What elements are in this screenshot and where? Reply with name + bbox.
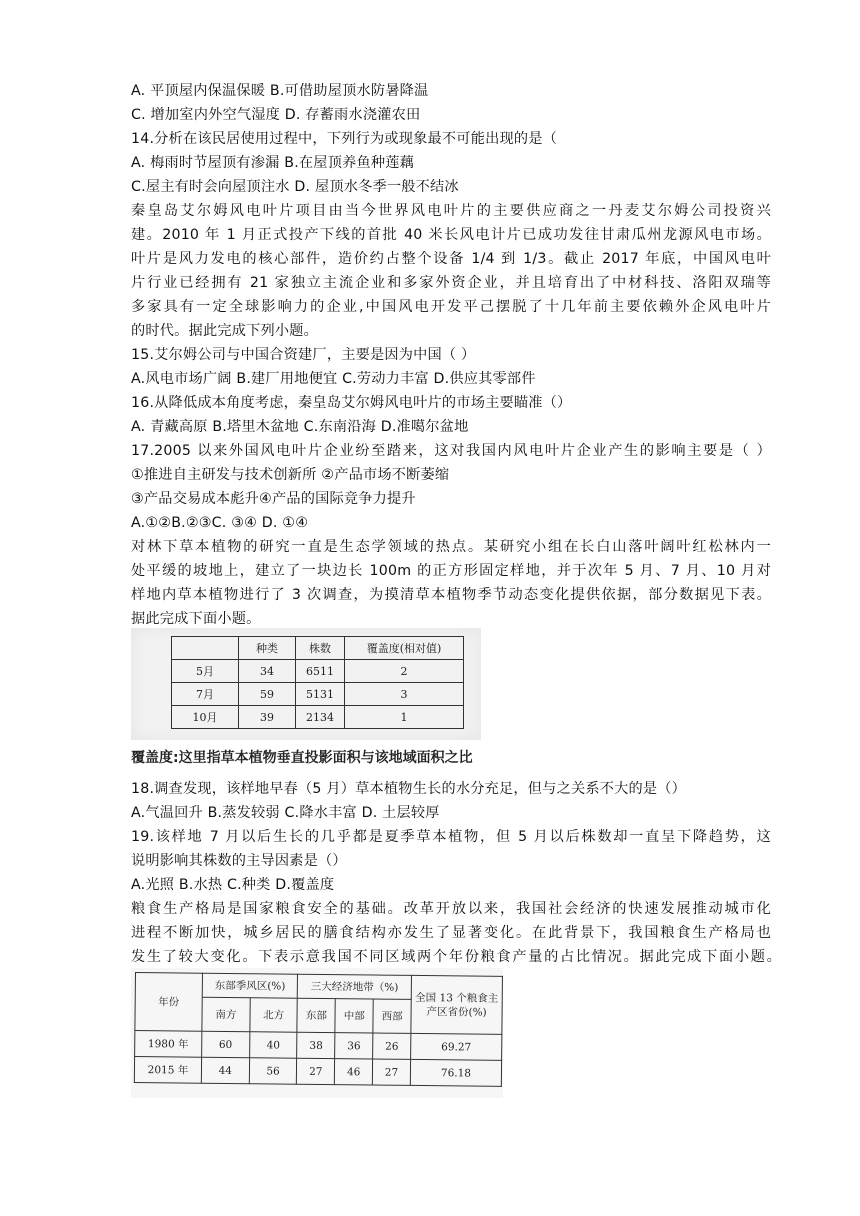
q17-item-12: ①推进自主研发与技术创新所 ②产品市场不断萎缩: [131, 467, 450, 483]
table-header-cell: 覆盖度(相对值): [345, 637, 464, 660]
table-cell: 34: [239, 660, 296, 683]
plant-survey-table: [171, 636, 464, 729]
table-header-row: [135, 973, 502, 1001]
table-header-cell: [172, 637, 239, 660]
q15-stem: 15.艾尔姆公司与中国合资建厂，主要是因为中国（ ）: [131, 347, 476, 363]
table-cell: 44: [201, 1057, 249, 1083]
q17-options: A.①②B.②③C. ③④ D. ①④: [131, 515, 309, 531]
table-header-cell: 北方: [250, 998, 298, 1032]
grain-share-table: [134, 972, 503, 1087]
q15-options: A.风电市场广阔 B.建厂用地便宜 C.劳动力丰富 D.供应其零部件: [131, 371, 536, 387]
q16-stem: 16.从降低成本角度考虑，秦皇岛艾尔姆风电叶片的市场主要瞄准（）: [131, 395, 572, 411]
table-cell: 59: [239, 683, 296, 706]
passage-wind-line-4: 片行业已经拥有 21 家独立主流企业和多家外资企业，并且培育出了中材科技、洛阳双瑞等: [131, 275, 771, 291]
passage-wind-line-2: 建。2010 年 1 月正式投产下线的首批 40 米长风电计片已成功发往甘肃瓜州龙源风电市场。: [131, 227, 771, 243]
q19-options: A.光照 B.水热 C.种类 D.覆盖度: [131, 877, 335, 893]
table-cell: 2134: [296, 706, 345, 729]
table-header-row: [172, 637, 464, 660]
table-header-cell: 年份: [135, 973, 203, 1032]
table-cell: 10月: [172, 706, 239, 729]
coverage-note: 覆盖度:这里指草本植物垂直投影面积与该地域面积之比: [131, 750, 473, 766]
table-cell: 26: [373, 1033, 411, 1059]
table-row: [134, 1057, 501, 1087]
passage-wind-line-6: 的时代。据此完成下列小题。: [131, 323, 319, 339]
table-header-cell: 西部: [373, 999, 411, 1033]
table-cell: 40: [249, 1032, 297, 1058]
passage-plant-line-2: 处平缓的坡地上，建立了一块边长 100m 的正方形固定样地，并于次年 5 月、7 月、10 月对: [131, 563, 771, 579]
table-cell: 7月: [172, 683, 239, 706]
table-row: [135, 1031, 502, 1061]
table-cell: 5131: [296, 683, 345, 706]
table-header-cell: 全国 13 个粮食主产区省份(%): [411, 975, 503, 1034]
table-header-cell: 东部季风区(%): [202, 973, 298, 998]
table-row: [172, 683, 464, 706]
table-cell: 2: [345, 660, 464, 683]
table-cell: 27: [372, 1059, 410, 1085]
q14-options-ab: A. 梅雨时节屋顶有渗漏 B.在屋顶养鱼种莲藕: [131, 155, 415, 171]
q14-options-cd: C.屋主有时会向屋顶注水 D. 屋顶水冬季一般不结冰: [131, 179, 459, 195]
table-cell: 76.18: [410, 1059, 501, 1086]
table-header-cell: 株数: [296, 637, 345, 660]
table-cell: 1980 年: [135, 1031, 202, 1058]
passage-grain-line-2: 进程不断加快，城乡居民的膳食结构亦发生了显著变化。在此背景下，我国粮食生产格局也: [131, 925, 771, 941]
table-header-cell: 中部: [335, 999, 373, 1033]
q14-stem: 14.分析在该民居使用过程中，下列行为或现象最不可能出现的是（: [131, 131, 558, 147]
table-header-cell: 东部: [297, 998, 335, 1032]
q16-options: A. 青藏高原 B.塔里木盆地 C.东南沿海 D.准噶尔盆地: [131, 419, 469, 435]
table-cell: 1: [345, 706, 464, 729]
table-cell: 2015 年: [134, 1057, 201, 1084]
passage-plant-line-3: 样地内草本植物进行了 3 次调查，为摸清草本植物季节动态变化提供依据，部分数据见下表。: [131, 587, 771, 603]
table-row: [172, 660, 464, 683]
passage-plant-line-1: 对林下草本植物的研究一直是生态学领域的热点。某研究小组在长白山落叶阔叶红松林内一: [131, 539, 771, 555]
passage-wind-line-5: 多家具有一定全球影响力的企业,中国风电开发平己摆脱了十几年前主要依赖外企风电叶片: [131, 299, 771, 315]
table-cell: 3: [345, 683, 464, 706]
q18-options: A.气温回升 B.蒸发较弱 C.降水丰富 D. 土层较厚: [131, 805, 440, 821]
passage-grain-line-1: 粮食生产格局是国家粮食安全的基础。改革开放以来，我国社会经济的快速发展推动城市化: [131, 901, 771, 917]
table-row: [172, 706, 464, 729]
table-cell: 60: [202, 1031, 250, 1057]
passage-wind-line-3: 叶片是风力发电的核心部件，造价约占整个设备 1/4 到 1/3。截止 2017 年底，中国风电叶: [131, 251, 771, 267]
table-cell: 46: [335, 1059, 373, 1085]
table-cell: 56: [249, 1058, 297, 1084]
table-header-cell: 种类: [239, 637, 296, 660]
table-cell: 69.27: [411, 1033, 502, 1060]
table-cell: 27: [297, 1058, 335, 1084]
passage-plant-line-4: 据此完成下面小题。: [131, 611, 261, 627]
table-header-cell: 三大经济地带（%): [298, 974, 412, 999]
passage-wind-line-1: 秦皇岛艾尔姆风电叶片项目由当今世界风电叶片的主要供应商之一丹麦艾尔姆公司投资兴: [131, 203, 771, 219]
q17-item-34: ③产品交易成本彪升④产品的国际竞争力提升: [131, 491, 416, 507]
q19-stem-1: 19.该样地 7 月以后生长的几乎都是夏季草本植物，但 5 月以后株数却一直呈下降趋势，这: [131, 829, 771, 845]
table-cell: 38: [297, 1032, 335, 1058]
q17-stem: 17.2005 以来外国风电叶片企业纷至踏来，这对我国内风电叶片企业产生的影响主要是（ ）: [131, 443, 771, 459]
q13-options-cd: C. 增加室内外空气湿度 D. 存蓄雨水浇灌农田: [131, 107, 421, 123]
q13-options-ab: A. 平顶屋内保温保暖 B.可借助屋顶水防暑降温: [131, 83, 429, 99]
q18-stem: 18.调查发现，该样地早春（5 月）草本植物生长的水分充足，但与之关系不大的是（）: [131, 781, 687, 797]
table-cell: 6511: [296, 660, 345, 683]
table-cell: 5月: [172, 660, 239, 683]
table-cell: 39: [239, 706, 296, 729]
passage-grain-line-3: 发生了较大变化。下表示意我国不同区域两个年份粮食产量的占比情况。据此完成下面小题。: [131, 949, 781, 965]
q19-stem-2: 说明影响其株数的主导因素是（）: [131, 853, 347, 869]
plant-survey-table-image: [131, 628, 481, 740]
table-cell: 36: [335, 1033, 373, 1059]
table-header-cell: 南方: [202, 997, 250, 1031]
grain-share-table-image: [131, 968, 503, 1098]
